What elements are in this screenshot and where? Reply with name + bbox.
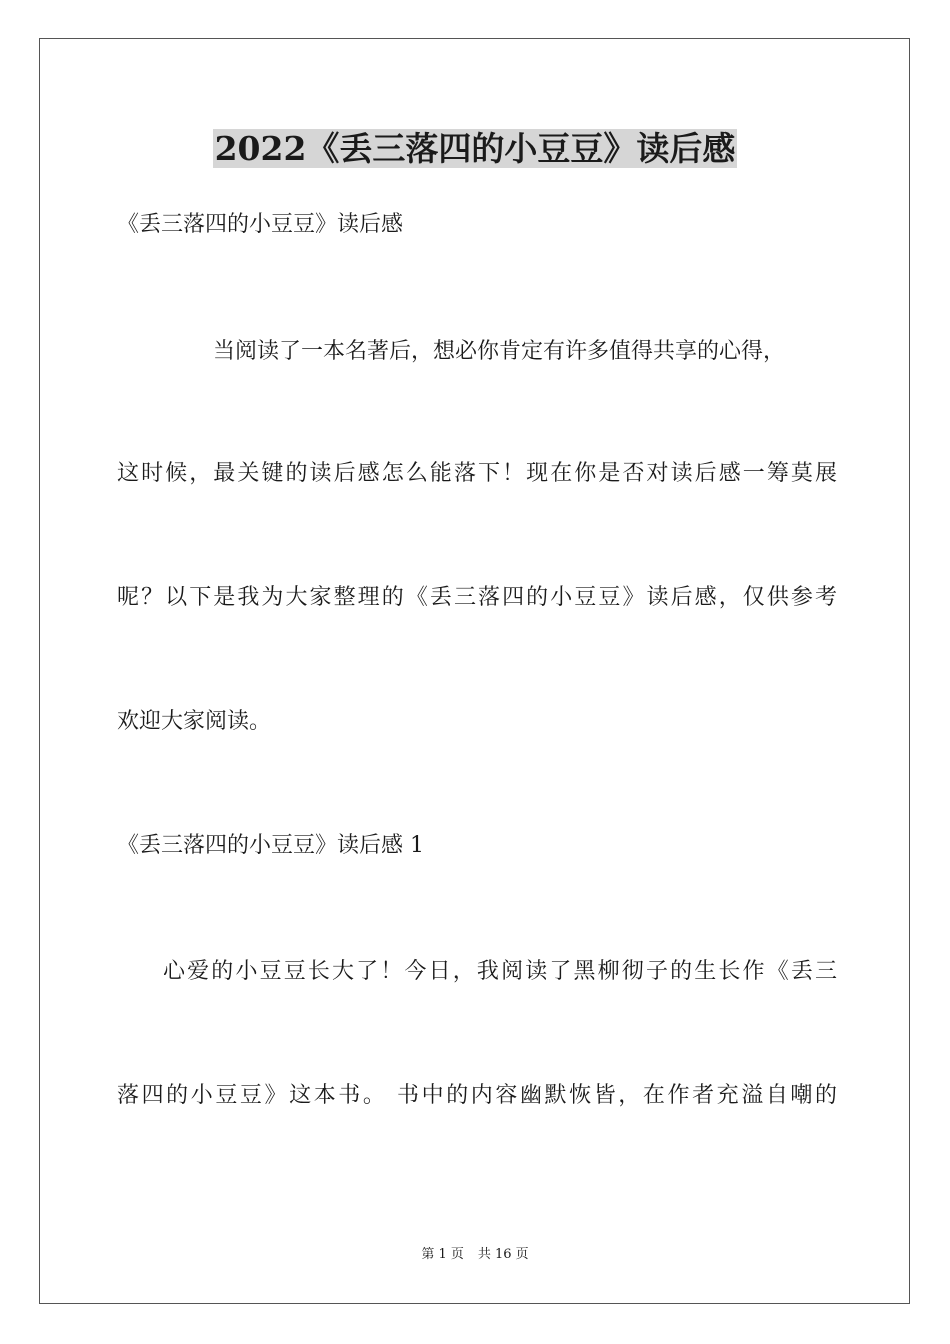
- document-subtitle: 《丢三落四的小豆豆》读后感: [117, 212, 404, 237]
- document-title-text: 2022《丢三落四的小豆豆》读后感: [214, 129, 736, 168]
- intro-line-4: 欢迎大家阅读。: [117, 709, 272, 734]
- body-line-2: 落四的小豆豆》这本书。 书中的内容幽默恢皆，在作者充溢自嘲的: [117, 1083, 837, 1108]
- intro-line-1: 当阅读了一本名著后，想必你肯定有许多值得共享的心得，: [213, 339, 786, 364]
- section-heading: 《丢三落四的小豆豆》读后感 1: [117, 833, 424, 858]
- intro-line-3: 呢？以下是我为大家整理的《丢三落四的小豆豆》读后感，仅供参考: [117, 585, 837, 610]
- intro-line-2: 这时候，最关键的读后感怎么能落下！现在你是否对读后感一筹莫展: [117, 461, 837, 486]
- page-footer: [0, 1246, 950, 1264]
- document-title: [0, 128, 950, 170]
- page-number: 第 1 页: [421, 1247, 464, 1262]
- page-total: 共 16 页: [477, 1247, 529, 1262]
- body-line-1: 心爱的小豆豆长大了！今日，我阅读了黑柳彻子的生长作《丢三: [163, 959, 837, 984]
